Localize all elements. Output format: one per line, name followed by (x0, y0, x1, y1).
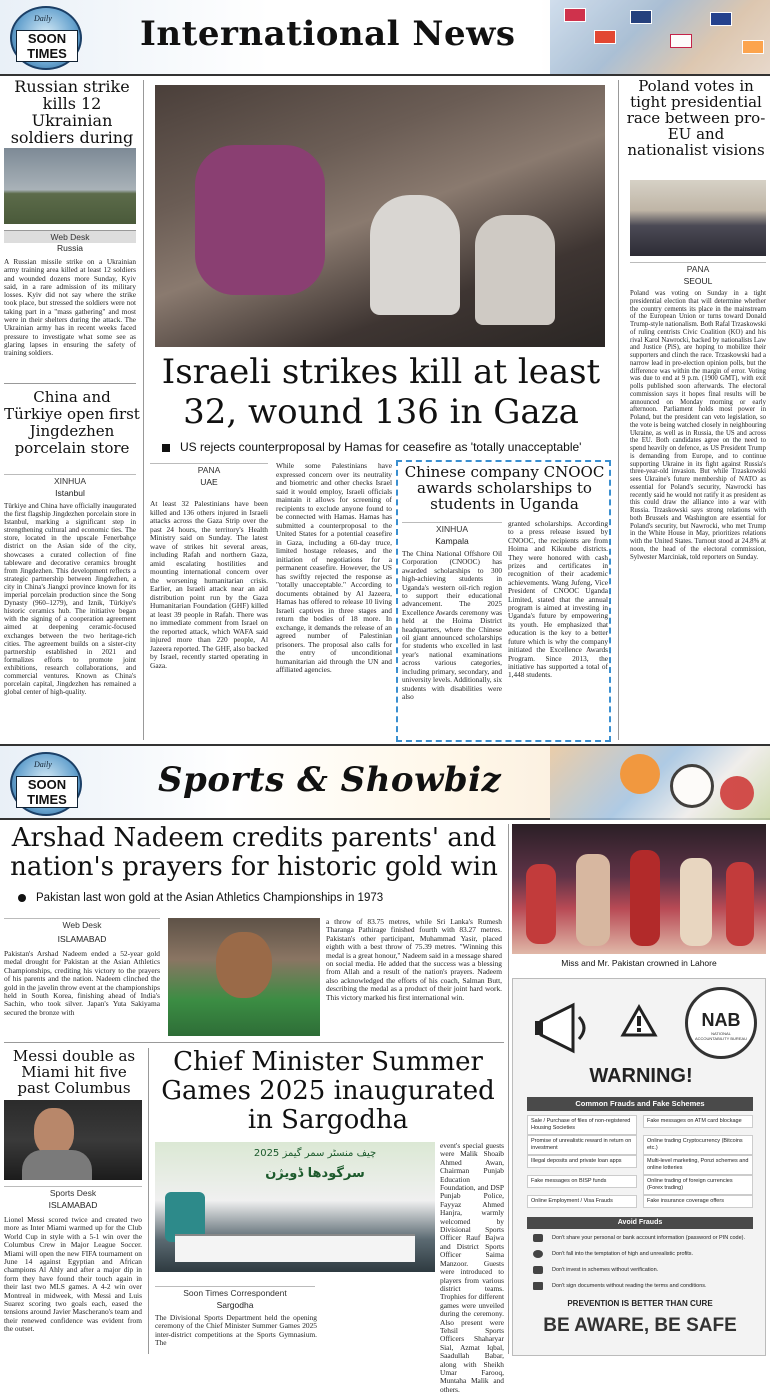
cnooc-col2: granted scholarships. According to a press release issued by CNOOC, the recipients are from Hoima and Kikuube districts. They were honored with cash prizes and certificates in recognition of their academic achievements. Wang Jufeng, Vice President of CNOOC Uganda Limited, stated that the annual program is aimed at investing in Uganda's future by empowering its youth. He emphasized that education is the key to a better future which is why the company initiated the Excellence Awards Program. Since 2013, the initiative has supported a total of 1,448 students. (508, 519, 608, 680)
football-icon (670, 764, 714, 808)
bullet-icon (162, 444, 170, 452)
soon-times-logo: Daily SOON TIMES (10, 752, 82, 816)
fraud-item: Online Employment / Visa Frauds (527, 1195, 637, 1208)
fraud-item: Multi-level marketing, Ponzi schemes and online lotteries (643, 1155, 753, 1175)
ukraine-source: Web Desk (4, 230, 136, 243)
nadeem-headline: Arshad Nadeem credits parents' and nation's prayers for historic gold win (10, 823, 498, 882)
fraud-item: Fake messages on BISP funds (527, 1175, 637, 1188)
check-icon (533, 1266, 543, 1274)
photo-figure (680, 858, 712, 946)
gaza-headline: Israeli strikes kill at least 32, wound 136 in Gaza (161, 352, 601, 432)
nadeem-subhead: Pakistan last won gold at the Asian Athletics Championships in 1973 (18, 892, 498, 904)
miss-pakistan-photo (512, 824, 766, 954)
flag-icon (564, 8, 586, 22)
nab-seal-ring: NATIONAL ACCOUNTABILITY BUREAU (694, 1031, 748, 1041)
nadeem-col1: Pakistan's Arshad Nadeem ended a 52-year gold medal drought for Pakistan at the Asian Athletics Championships, crediting his victory to the prayers of his parents and the nation. Nadeem clinched the gold in the javelin throw event at the championships held in South Korea, finishing ahead of India's Sachin, who took silver. Japan's Yuta Sakiyama secured the bronze with (4, 949, 160, 1017)
poland-headline: Poland votes in tight presidential race between pro-EU and nationalist visions (626, 77, 766, 159)
flag-icon (742, 40, 764, 54)
flag-icon (670, 34, 692, 48)
china-source: XINHUA (4, 474, 136, 487)
poland-photo (630, 180, 766, 256)
fraud-item: Online trading of foreign currencies (Forex trading) (643, 1175, 753, 1195)
avoid-item: Don't sign documents without reading the terms and conditions. (552, 1283, 707, 1289)
bank-icon (533, 1234, 543, 1242)
games-banner-text2: سرگودھا ڈویژن (265, 1166, 365, 1181)
photo-figure (526, 864, 556, 944)
photo-figure (22, 1150, 92, 1180)
gaza-subhead: US rejects counterproposal by Hamas for ceasefire as 'totally unacceptable' (162, 440, 622, 454)
column-rule (143, 80, 144, 740)
divider (4, 383, 136, 384)
nab-section-avoid: Avoid Frauds (527, 1217, 753, 1229)
photo-figure (370, 195, 460, 315)
fraud-item: Online trading Cryptocurrency (Bitcoins etc.) (643, 1135, 753, 1155)
cnooc-col1: The China National Offshore Oil Corporation (CNOOC) has awarded scholarships to 300 high-achieving students in Uganda's western oil-rich region to support their educational advancement. The 2025 Excellence Awards ceremony was held at the Hoima District headquarters, where the Chinese oil giant announced scholarships for students who excelled in last year's national examinations across various categories, including primary, secondary, and university levels. Additionally, six students with disabilities were also (402, 549, 502, 701)
fraud-item: Promise of unrealistic reward in return on investment (527, 1135, 637, 1155)
ukraine-photo (4, 148, 136, 224)
ukraine-headline: Russian strike kills 12 Ukrainian soldiers during (10, 77, 134, 147)
photo-figure (726, 862, 754, 946)
photo-figure (475, 215, 555, 325)
cricket-ball-icon (720, 776, 754, 810)
games-col1: The Divisional Sports Department held the opening ceremony of the Chief Minister Summer Games 2025 inter-district competitions at the Sports Gymnasium. The (155, 1313, 317, 1348)
fraud-item: Fake messages on ATM card blockage (643, 1115, 753, 1128)
gaza-source: PANA (150, 463, 268, 476)
sports-artwork (550, 746, 770, 820)
section-title-sports: Sports & Showbiz (158, 760, 502, 800)
nab-section-frauds: Common Frauds and Fake Schemes (527, 1097, 753, 1111)
ukraine-dateline: Russia (57, 243, 83, 253)
coin-icon (533, 1250, 543, 1258)
nadeem-source: Web Desk (4, 918, 160, 931)
column-rule (148, 1048, 149, 1354)
photo-figure (195, 145, 325, 295)
photo-figure (630, 850, 660, 946)
nadeem-dateline: ISLAMABAD (57, 934, 107, 944)
cnooc-box (396, 460, 611, 742)
poland-source: PANA (630, 262, 766, 275)
banner-artwork (550, 0, 770, 74)
messi-photo (4, 1100, 142, 1180)
avoid-item: Don't invest in schemes without verification. (552, 1267, 659, 1273)
games-source: Soon Times Correspondent (155, 1286, 315, 1299)
fraud-item: Fake insurance coverage offers (643, 1195, 753, 1208)
messi-headline: Messi double as Miami hit five past Columbus (12, 1047, 136, 1097)
poland-body: Poland was voting on Sunday in a tight presidential election that will determine whether the country cements its place in the mainstream of the European Union or turns toward Donald Trump-style nationalism. Both Rafal Trzaskowski of ruling centrists Civic Coalition (KO) and his rival Karol Nawrocki, backed by nationalists Law and Justice (PiS), are hoping to mobilize their supporters and clinch the race. Trzaskowski had a narrow lead in pre-election opinion polls, but the difference was within the margin of error. Voting was due to end at 9 p.m. (1900 GMT), with exit polls published soon afterwards. The electoral commission says it hopes final results will be announced on Monday morning or early afternoon. Parliament holds most power in Poland, but the president can veto legislation, so the vote is being watched closely in neighbouring Ukraine, as well as in Russia, the US and across the EU. Both candidates agree on the need to spend heavily on defence, as US President Trump is demanding from Europe, and to continue supporting Ukraine in its fight against Russia's three-year-old invasion. But while Trzaskowski sees Ukraine's future membership of NATO as essential for Poland's security, Nawrocki has recently said he would not ratify it as president as this could draw the alliance into a war with Russia. Trzaskowski says strong relations with both Brussels and Washington are essential for Poland's security, but Nawrocki, who met Trump in the White House in May, prioritizes relations with the United States. Turnout stood at 24.8% at noon, the head of the electoral commission, Sylwester Marciniak, told reporters on Sunday. (630, 290, 766, 561)
section-title-international: International News (140, 14, 516, 54)
flag-icon (710, 12, 732, 26)
nadeem-photo (168, 918, 320, 1036)
china-body: Türkiye and China have officially inaugurated the first flagship Jingdezhen porcelain store in Istanbul, marking a significant step in strengthening cultural and economic ties. The store, located in the upscale Fenerbahçe district on the Asian side of the city, showcases a curated collection of fine tableware and decorative ceramics brought from Jingdezhen. This development reflects a strategic partnership between Jingdezhen, a city in China's Jiangxi province known for its imperial porcelain production since the Song Dynasty (960–1279), and Iznik, Türkiye's historic ceramics hub. The initiative began with the signing of a cooperation agreement aimed at deepening ceramic-focused exchanges between the two heritage-rich cities. The agreement builds on a sister-city partnership established in 2021 and formalizes efforts to promote joint exhibitions, research collaborations, and commercial ventures. Known as China's porcelain capital, Jingdezhen has remained a global center of high-quality. (4, 502, 136, 697)
cnooc-source: XINHUA (402, 522, 502, 535)
photo-figure (576, 854, 610, 946)
messi-body: Lionel Messi scored twice and created two more as Inter Miami warmed up for the Club World Cup in style with a 5-1 win over the Columbus Crew in Major League Soccer. Miami will open the new FIFA tournament on June 14 against Egyptian and African champions Al Ahly and after a major dip in form they have found their touch again in their last two MLS games. A 4-2 win over Montreal in midweek, with Messi and Luis Suarez scoring two goals each, eased the tensions around Javier Mascherano's team and their renewed confidence was evident from the outset. (4, 1215, 142, 1334)
sports-banner (0, 744, 770, 820)
games-col2: event's special guests were Malik Shoaib Ahmed Awan, Chairman Punjab Education Foundation, and DSP Punjab Police, Fayyaz Ahmed Hanjra, warmly welcomed by Divisional Sports Officer Rauf Bajwa and District Sports Officer Saima Manzoor. Guests were introduced to players from various district teams. Trophies for different games were unveiled during the ceremony. Also present were Tehsil Sports Officers Shaharyar Sial, Azmat Iqbal, Saadullah Babar, along with Sheikh Umar Farooq, Muntaha Malik and others. (440, 1141, 504, 1394)
messi-dateline: ISLAMABAD (48, 1200, 98, 1210)
miss-pakistan-caption: Miss and Mr. Pakistan crowned in Lahore (561, 958, 717, 968)
gaza-col1: At least 32 Palestinians have been killed and 136 others injured in Israeli attacks across the Gaza Strip over the past 24 hours, the territory's Health Ministry said on Sunday. The latest wave of strikes hit several areas, including Rafah and northern Gaza, amid escalating hostilities and mounting international concern over the worsening humanitarian crisis. Earlier, an Israeli attack near an aid distribution point run by the Gaza Humanitarian Foundation (GHF) killed at least 39 people in Rafah. There was no immediate comment from Israel on the reported attack, which WAFA said injured more than 220 people, Al Jazeera reported. The GHF, also backed by Israel, recently started operating in Gaza. (150, 499, 268, 670)
cnooc-headline: Chinese company CNOOC awards scholarships to students in Uganda (404, 463, 605, 513)
gaza-col2: While some Palestinians have expressed concern over its neutrality and biometric and other checks Israel said it would employ, Israeli officials maintain it allows for screening of recipients to exclude anyone found to be connected with Hamas. Hamas has submitted a counterproposal to the United States for a potential ceasefire in Gaza, including a 60-day truce, limited hostage releases, and the initiation of negotiations for a permanent ceasefire. However, the US has swiftly rejected the response as "totally unacceptable." According to documents obtained by Al Jazeera, Hamas has offered to release 10 living Israeli captives in three stages and return the bodies of 18 more. In exchange, it demands the release of an agreed number of Palestinian prisoners. The proposal also calls for the entry of unconditional humanitarian aid through the UN and affiliated agencies. (276, 461, 392, 674)
fraud-item: Sale / Purchase of files of non-registered Housing Societies (527, 1115, 637, 1135)
flag-icon (594, 30, 616, 44)
flag-icon (630, 10, 652, 24)
warning-triangle-icon (621, 1005, 657, 1037)
nab-seal-icon (685, 987, 757, 1059)
fraud-item: Illegal deposits and private loan apps (527, 1155, 637, 1168)
photo-figure (216, 932, 272, 998)
avoid-item: Don't share your personal or bank account information (password or PIN code). (552, 1235, 746, 1241)
international-banner (0, 0, 770, 76)
cnooc-dateline: Kampala (435, 536, 469, 546)
games-headline: Chief Minister Summer Games 2025 inaugurated in Sargodha (161, 1047, 495, 1135)
basketball-icon (620, 754, 660, 794)
games-dateline: Sargodha (216, 1300, 254, 1310)
column-rule (618, 80, 619, 740)
document-icon (533, 1282, 543, 1290)
bullet-icon (18, 894, 26, 902)
gaza-photo (155, 85, 605, 347)
avoid-item: Don't fall into the temptation of high and unrealistic profits. (552, 1251, 694, 1257)
nab-prevention: PREVENTION IS BETTER THAN CURE (567, 1299, 713, 1308)
china-headline: China and Türkiye open first Jingdezhen porcelain store (4, 388, 140, 457)
divider (4, 1042, 504, 1043)
column-rule (508, 824, 509, 1354)
messi-source: Sports Desk (4, 1186, 142, 1199)
nab-seal-text: NAB (701, 1010, 741, 1030)
nab-aware: BE AWARE, BE SAFE (543, 1315, 737, 1336)
megaphone-icon (533, 999, 603, 1057)
nab-warning: WARNING! (589, 1065, 693, 1087)
photo-figure (34, 1108, 74, 1156)
poland-dateline: SEOUL (683, 276, 713, 286)
nadeem-col2: a throw of 83.75 metres, while Sri Lanka's Rumesh Tharanga Pathirage finished fourth with 83.27 metres. Pakistan's other participant, Muhammad Yasir, placed eighth with a best throw of 75.39 metres. "Winning this medal is a great honour," Nadeem said in a message shared on social media. He added that the success was a blessing from Allah and a result of the nation's prayers. Nadeem also acknowledged the efforts of his coach, Salman Butt, describing the medal as a product of their joint hard work. This victory marked his first international win. (326, 917, 502, 1002)
china-dateline: Istanbul (55, 488, 85, 498)
soon-times-logo: Daily SOON TIMES (10, 6, 82, 70)
gaza-dateline: UAE (200, 477, 218, 487)
nab-advertisement (512, 978, 766, 1356)
games-banner-text: چیف منسٹر سمر گیمز 2025 (253, 1148, 377, 1159)
ukraine-body: A Russian missile strike on a Ukrainian army training area killed at least 12 soldiers and wounded dozens more Sunday, Kyiv said, in a rare admission of its military losses. Kyiv did not say where the strike took place, but stressed the soldiers were not taking part in a "mass gathering" and most were in their shelters during the attack. The Ukrainian army has in recent weeks faced pressure to investigate what some see as glaring lapses in ensuring the safety of training soldiers. (4, 257, 136, 358)
